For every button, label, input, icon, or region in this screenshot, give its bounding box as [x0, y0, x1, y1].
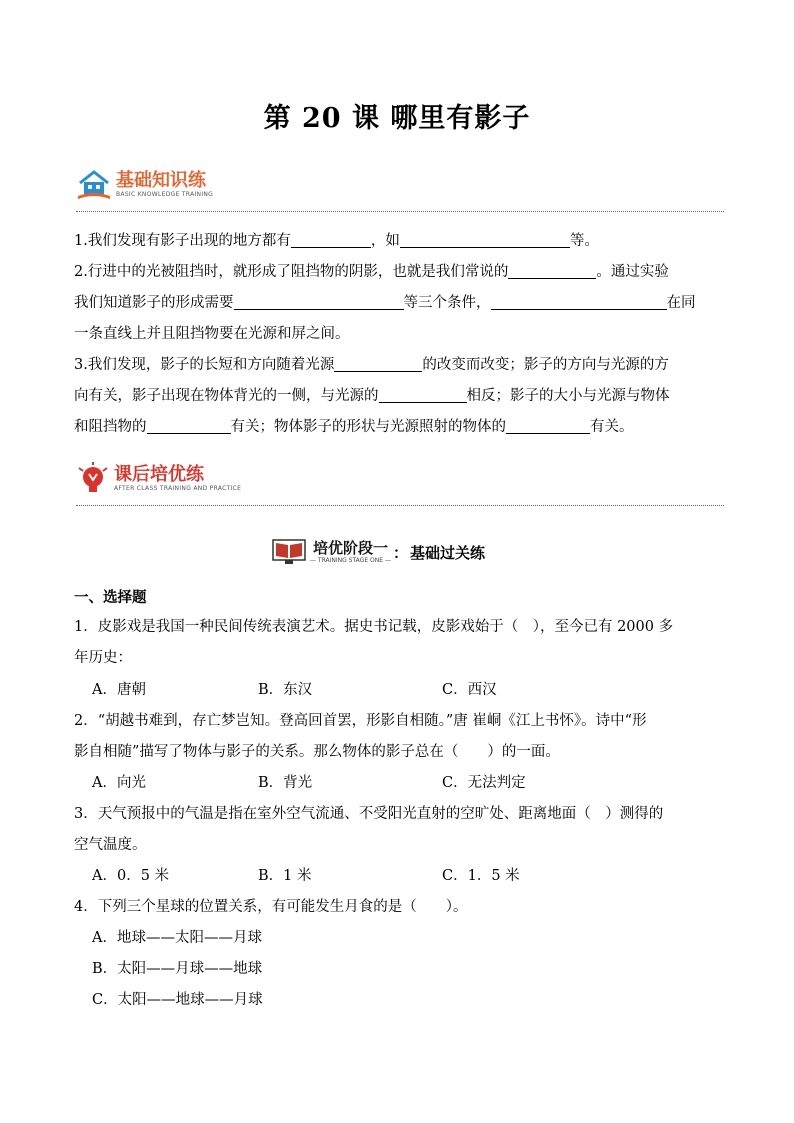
fill-blank-1: 1.我们发现有影子出现的地方都有 ，如 等。: [74, 226, 724, 257]
banner-title: 基础知识练: [116, 170, 206, 191]
option-b[interactable]: B．背光: [258, 775, 313, 791]
question-1-line-1: 1．皮影戏是我国一种民间传统表演艺术。据史书记载，皮影戏始于（ ），至今已有 2000 多: [74, 619, 674, 635]
option-a[interactable]: A．向光: [92, 775, 146, 791]
question-2-line-2: 影自相随”描写了物体与影子的关系。那么物体的影子总在（ ）的一面。: [74, 744, 560, 760]
lightbulb-icon: [76, 462, 110, 496]
option-b[interactable]: B．东汉: [258, 682, 313, 698]
question-3-line-1: 3．天气预报中的气温是指在室外空气流通、不受阳光直射的空旷处、距离地面（ ）测得的: [74, 806, 664, 822]
question-3-line-2: 空气温度。: [74, 837, 147, 853]
option-c[interactable]: C．西汉: [442, 682, 497, 698]
after-class-banner: [76, 462, 241, 496]
stage-title: 基础过关练: [409, 543, 485, 562]
option-a[interactable]: A．唐朝: [92, 682, 146, 698]
fill-blank-2-line-2: 我们知道影子的形成需要 等三个条件， 在同: [74, 288, 724, 319]
banner-title: 课后培优练: [114, 464, 204, 485]
training-stage-header: [272, 538, 485, 566]
basic-knowledge-banner: [76, 168, 213, 202]
answer-blank[interactable]: [334, 354, 422, 372]
banner-subtitle: AFTER CLASS TRAINING AND PRACTICE: [114, 485, 242, 492]
answer-blank[interactable]: [234, 292, 404, 310]
option-a[interactable]: A．0．5 米: [92, 868, 170, 884]
banner-subtitle: BASIC KNOWLEDGE TRAINING: [116, 191, 214, 198]
answer-blank[interactable]: [506, 416, 590, 434]
option-c[interactable]: C．1．5 米: [442, 868, 520, 884]
page-title: 第 20 课 哪里有影子: [263, 103, 531, 134]
question-2-line-1: 2．“胡越书难到，存亡梦岂知。登高回首罢，形影自相随。”唐 崔峒《江上书怀》。诗中“形: [74, 713, 647, 729]
stage-subtitle: — TRAINING STAGE ONE —: [310, 557, 391, 564]
option-c[interactable]: C．无法判定: [442, 775, 526, 791]
dotted-divider: [76, 505, 724, 506]
stage-label: 培优阶段一: [312, 539, 388, 557]
fill-blank-3-line-3: 和阻挡物的 有关；物体影子的形状与光源照射的物体的 有关。: [74, 412, 724, 443]
option-b[interactable]: B．1 米: [258, 868, 312, 884]
fill-blank-2-line-3: 一条直线上并且阻挡物要在光源和屏之间。: [74, 326, 350, 342]
answer-blank[interactable]: [291, 230, 371, 248]
section-heading: 一、选择题: [74, 589, 147, 606]
house-book-icon: [76, 169, 112, 201]
fill-blank-3-line-2: 向有关，影子出现在物体背光的一侧，与光源的 相反；影子的大小与光源与物体: [74, 381, 724, 412]
fill-blank-2-line-1: 2.行进中的光被阻挡时，就形成了阻挡物的阴影，也就是我们常说的 。通过实验: [74, 257, 724, 288]
answer-blank[interactable]: [400, 230, 570, 248]
option-c[interactable]: C．太阳——地球——月球: [92, 992, 263, 1008]
answer-blank[interactable]: [491, 292, 667, 310]
open-book-icon: [272, 538, 306, 566]
stage-colon: ：: [392, 543, 408, 562]
question-4-line-1: 4．下列三个星球的位置关系，有可能发生月食的是（ ）。: [74, 899, 468, 915]
dotted-divider: [76, 211, 724, 212]
fill-blank-3-line-1: 3.我们发现，影子的长短和方向随着光源 的改变而改变；影子的方向与光源的方: [74, 350, 724, 381]
answer-blank[interactable]: [147, 416, 231, 434]
option-a[interactable]: A．地球——太阳——月球: [92, 930, 262, 946]
answer-blank[interactable]: [379, 385, 467, 403]
answer-blank[interactable]: [508, 261, 596, 279]
question-1-line-2: 年历史：: [74, 650, 132, 666]
option-b[interactable]: B．太阳——月球——地球: [92, 961, 263, 977]
